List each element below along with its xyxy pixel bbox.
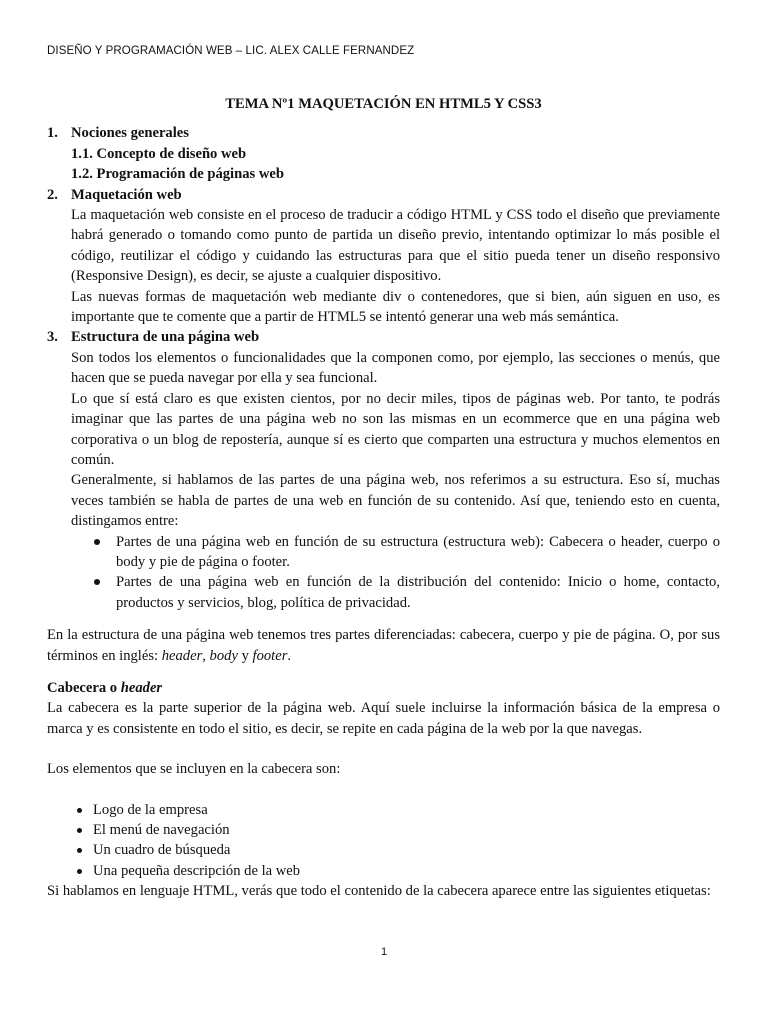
outline-label: Estructura de una página web — [71, 329, 260, 346]
outline-number: 3. — [47, 329, 58, 346]
list-item — [93, 800, 720, 820]
list-item — [93, 820, 720, 840]
list-item-text: Un cuadro de búsqueda — [93, 842, 231, 859]
paragraph: Los elementos que se incluyen en la cabecera son: — [47, 761, 341, 778]
punctuation: . — [287, 647, 292, 664]
paragraph: Si hablamos en lenguaje HTML, verás que todo el contenido de la cabecera aparece entre las siguientes etiquetas: — [47, 883, 711, 900]
emphasis-header: header — [161, 647, 203, 664]
paragraph-text: En la estructura de una página web tenemos tres partes diferenciadas: cabecera, cuerpo y pie de página. O, por sus términos en inglés: — [47, 627, 720, 664]
section-heading — [47, 678, 720, 698]
header-elements-list — [47, 800, 720, 882]
bullet-icon — [77, 828, 82, 833]
outline-item-2 — [47, 185, 720, 205]
paragraph: Las nuevas formas de maquetación web mediante div o contenedores, que si bien, aún siguen en uso, es importante que te comente que a partir de HTML5 se intentó generar una web más semántica. — [71, 288, 720, 326]
heading-emphasis: header — [120, 679, 163, 696]
paragraph: Son todos los elementos o funcionalidades que la componen como, por ejemplo, las secciones o menús, que hacen que se pueda navegar por ella y sea funcional. — [71, 349, 720, 387]
paragraph: Generalmente, si hablamos de las partes de una página web, nos referimos a su estructura. Eso sí, muchas veces también se habla de partes de una web en función de su contenido. Así que, teniendo esto en cuenta, distingamos entre: — [71, 472, 720, 530]
paragraph: La cabecera es la parte superior de la página web. Aquí suele incluirse la información básica de la empresa o marca y es consistente en todo el sitio, es decir, se repite en cada página de la web por la que navegas. — [47, 700, 720, 737]
emphasis-body: body — [209, 647, 238, 664]
list-item-text: Partes de una página web en función de su estructura (estructura web): Cabecera o header, cuerpo o body y pie de página o footer. — [116, 533, 720, 570]
bullet-icon — [77, 808, 82, 813]
paragraph — [47, 625, 720, 666]
outline-number: 1. — [47, 125, 58, 142]
emphasis-footer: footer — [252, 647, 288, 664]
paragraph: Lo que sí está claro es que existen cientos, por no decir miles, tipos de páginas web. Por tanto, te podrás imaginar que las partes de una página web no son las mismas en un ecommerce que en una página web corporativa o un blog de repostería, aunque sí es cierto que comparten una estructura y muchos elementos en común. — [71, 390, 720, 468]
list-item — [116, 532, 720, 573]
conjunction: y — [237, 647, 253, 664]
list-item-text: Logo de la empresa — [93, 801, 208, 818]
outline-label: Maquetación web — [71, 186, 182, 203]
list-item — [93, 861, 720, 881]
bullet-icon — [94, 539, 100, 545]
separator: , — [202, 647, 210, 664]
page-header: DISEÑO Y PROGRAMACIÓN WEB – LIC. ALEX CALLE FERNANDEZ — [47, 45, 415, 57]
outline-item-1 — [47, 123, 720, 143]
list-item — [93, 840, 720, 860]
bullet-icon — [77, 848, 82, 853]
document-title: TEMA Nº1 MAQUETACIÓN EN HTML5 Y CSS3 — [225, 96, 542, 112]
bullet-list — [47, 532, 720, 614]
bullet-icon — [77, 869, 82, 874]
outline-item-3 — [47, 327, 720, 347]
paragraph: La maquetación web consiste en el proceso de traducir a código HTML y CSS todo el diseño que previamente habrá generado o tomando como punto de partida un diseño previo, intentando optimizar lo más posible el código, reutilizar el código y cuidando las estructuras para que el sitio pueda tener un diseño responsivo (Responsive Design), es decir, se ajuste a cualquier dispositivo. — [71, 207, 720, 285]
list-item-text: Una pequeña descripción de la web — [93, 862, 301, 879]
outline-subitem-1-2: 1.2. Programación de páginas web — [71, 166, 284, 183]
list-item-text: El menú de navegación — [93, 822, 230, 838]
page-number: 1 — [380, 946, 388, 958]
heading-text: Cabecera o — [47, 679, 121, 696]
outline-label: Nociones generales — [71, 125, 189, 142]
page-content — [47, 94, 720, 902]
bullet-icon — [94, 579, 100, 585]
outline-subitem-1-1: 1.1. Concepto de diseño web — [71, 145, 247, 162]
list-item-text: Partes de una página web en función de la distribución del contenido: Inicio o home, contacto, productos y servicios, blog, política de privacidad. — [116, 574, 720, 611]
list-item — [116, 572, 720, 613]
outline-number: 2. — [47, 186, 58, 203]
